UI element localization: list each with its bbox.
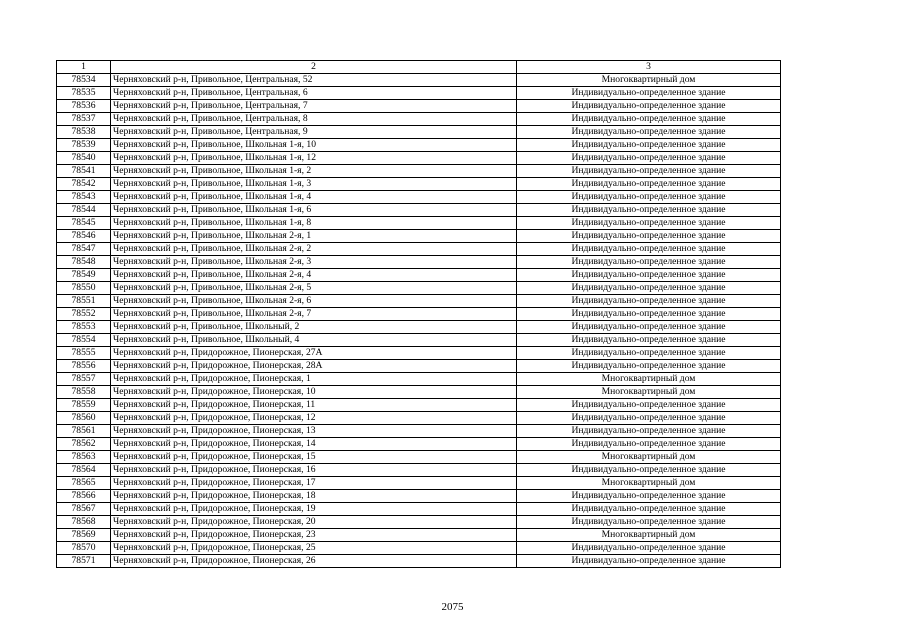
record-number-cell: 78545 [57,217,111,230]
address-cell: Черняховский р-н, Придорожное, Пионерская, 28А [111,360,517,373]
building-type-cell: Индивидуально-определенное здание [517,191,781,204]
table-row [57,269,781,282]
address-cell: Черняховский р-н, Придорожное, Пионерская, 14 [111,438,517,451]
table-row [57,74,781,87]
table-row [57,490,781,503]
record-number-cell: 78548 [57,256,111,269]
record-number-cell: 78541 [57,165,111,178]
address-cell: Черняховский р-н, Придорожное, Пионерская, 23 [111,529,517,542]
building-type-cell: Индивидуально-определенное здание [517,542,781,555]
address-cell: Черняховский р-н, Привольное, Школьная 1-я, 8 [111,217,517,230]
building-type-cell: Индивидуально-определенное здание [517,178,781,191]
table-row [57,386,781,399]
record-number-cell: 78549 [57,269,111,282]
building-type-cell: Индивидуально-определенное здание [517,152,781,165]
address-cell: Черняховский р-н, Привольное, Школьный, 2 [111,321,517,334]
record-number-cell: 78544 [57,204,111,217]
building-type-cell: Индивидуально-определенное здание [517,113,781,126]
table-row [57,282,781,295]
record-number-cell: 78551 [57,295,111,308]
record-number-cell: 78567 [57,503,111,516]
building-type-cell: Индивидуально-определенное здание [517,503,781,516]
table-row [57,100,781,113]
record-number-cell: 78570 [57,542,111,555]
table-row [57,308,781,321]
table-row [57,464,781,477]
record-number-cell: 78558 [57,386,111,399]
table-row [57,165,781,178]
record-number-cell: 78553 [57,321,111,334]
address-cell: Черняховский р-н, Придорожное, Пионерская, 16 [111,464,517,477]
building-type-cell: Индивидуально-определенное здание [517,464,781,477]
record-number-cell: 78568 [57,516,111,529]
table-row [57,425,781,438]
table-row [57,87,781,100]
record-number-cell: 78552 [57,308,111,321]
record-number-cell: 78546 [57,230,111,243]
building-type-cell: Многоквартирный дом [517,477,781,490]
column-number-row [57,61,781,74]
address-cell: Черняховский р-н, Привольное, Школьная 1-я, 10 [111,139,517,152]
record-number-cell: 78556 [57,360,111,373]
record-number-cell: 78537 [57,113,111,126]
building-type-cell: Индивидуально-определенное здание [517,295,781,308]
building-type-cell: Многоквартирный дом [517,451,781,464]
address-cell: Черняховский р-н, Привольное, Школьная 2-я, 4 [111,269,517,282]
building-type-cell: Индивидуально-определенное здание [517,321,781,334]
address-cell: Черняховский р-н, Привольное, Школьная 2-я, 1 [111,230,517,243]
table-row [57,217,781,230]
table-row [57,529,781,542]
table-row [57,477,781,490]
record-number-cell: 78562 [57,438,111,451]
record-number-cell: 78563 [57,451,111,464]
record-number-cell: 78535 [57,87,111,100]
building-type-cell: Индивидуально-определенное здание [517,243,781,256]
table-row [57,178,781,191]
column-header-3: 3 [517,61,781,74]
record-number-cell: 78561 [57,425,111,438]
address-cell: Черняховский р-н, Привольное, Центральная, 9 [111,126,517,139]
table-row [57,191,781,204]
building-type-cell: Многоквартирный дом [517,529,781,542]
table-row [57,334,781,347]
table-row [57,503,781,516]
table-row [57,516,781,529]
building-type-cell: Индивидуально-определенное здание [517,412,781,425]
building-type-cell: Индивидуально-определенное здание [517,347,781,360]
address-cell: Черняховский р-н, Привольное, Школьная 1-я, 2 [111,165,517,178]
column-header-2: 2 [111,61,517,74]
building-type-cell: Индивидуально-определенное здание [517,516,781,529]
building-type-cell: Индивидуально-определенное здание [517,204,781,217]
building-type-cell: Индивидуально-определенное здание [517,165,781,178]
address-cell: Черняховский р-н, Привольное, Школьная 2-я, 2 [111,243,517,256]
building-type-cell: Индивидуально-определенное здание [517,425,781,438]
address-cell: Черняховский р-н, Придорожное, Пионерская, 25 [111,542,517,555]
address-cell: Черняховский р-н, Привольное, Школьная 2-я, 6 [111,295,517,308]
building-type-cell: Индивидуально-определенное здание [517,334,781,347]
address-cell: Черняховский р-н, Привольное, Школьная 1-я, 4 [111,191,517,204]
column-header-1: 1 [57,61,111,74]
building-type-cell: Индивидуально-определенное здание [517,256,781,269]
building-type-cell: Индивидуально-определенное здание [517,308,781,321]
address-cell: Черняховский р-н, Придорожное, Пионерская, 13 [111,425,517,438]
table-row [57,152,781,165]
address-cell: Черняховский р-н, Придорожное, Пионерская, 18 [111,490,517,503]
building-type-cell: Индивидуально-определенное здание [517,230,781,243]
table-row [57,451,781,464]
address-cell: Черняховский р-н, Придорожное, Пионерская, 19 [111,503,517,516]
record-number-cell: 78569 [57,529,111,542]
record-number-cell: 78547 [57,243,111,256]
building-type-cell: Индивидуально-определенное здание [517,490,781,503]
table-row [57,295,781,308]
registry-table-body [57,61,781,568]
address-cell: Черняховский р-н, Привольное, Школьная 2-я, 7 [111,308,517,321]
building-type-cell: Индивидуально-определенное здание [517,217,781,230]
building-type-cell: Индивидуально-определенное здание [517,139,781,152]
record-number-cell: 78534 [57,74,111,87]
address-cell: Черняховский р-н, Придорожное, Пионерская, 15 [111,451,517,464]
record-number-cell: 78559 [57,399,111,412]
table-row [57,373,781,386]
building-type-cell: Индивидуально-определенное здание [517,126,781,139]
building-type-cell: Многоквартирный дом [517,74,781,87]
record-number-cell: 78557 [57,373,111,386]
address-cell: Черняховский р-н, Придорожное, Пионерская, 1 [111,373,517,386]
address-cell: Черняховский р-н, Придорожное, Пионерская, 26 [111,555,517,568]
address-cell: Черняховский р-н, Привольное, Школьная 1-я, 3 [111,178,517,191]
building-type-cell: Многоквартирный дом [517,373,781,386]
address-cell: Черняховский р-н, Придорожное, Пионерская, 17 [111,477,517,490]
table-row [57,113,781,126]
table-row [57,438,781,451]
address-cell: Черняховский р-н, Придорожное, Пионерская, 11 [111,399,517,412]
table-row [57,230,781,243]
address-cell: Черняховский р-н, Придорожное, Пионерская, 27А [111,347,517,360]
building-type-cell: Индивидуально-определенное здание [517,87,781,100]
record-number-cell: 78536 [57,100,111,113]
record-number-cell: 78543 [57,191,111,204]
table-row [57,555,781,568]
address-cell: Черняховский р-н, Привольное, Центральная, 7 [111,100,517,113]
record-number-cell: 78565 [57,477,111,490]
record-number-cell: 78550 [57,282,111,295]
table-row [57,204,781,217]
table-row [57,412,781,425]
address-cell: Черняховский р-н, Привольное, Школьный, 4 [111,334,517,347]
record-number-cell: 78542 [57,178,111,191]
table-row [57,139,781,152]
building-type-cell: Индивидуально-определенное здание [517,399,781,412]
record-number-cell: 78540 [57,152,111,165]
record-number-cell: 78571 [57,555,111,568]
building-type-cell: Индивидуально-определенное здание [517,555,781,568]
table-row [57,321,781,334]
record-number-cell: 78566 [57,490,111,503]
address-cell: Черняховский р-н, Привольное, Школьная 2-я, 3 [111,256,517,269]
building-type-cell: Индивидуально-определенное здание [517,438,781,451]
building-type-cell: Индивидуально-определенное здание [517,360,781,373]
address-cell: Черняховский р-н, Привольное, Центральная, 6 [111,87,517,100]
building-type-cell: Индивидуально-определенное здание [517,282,781,295]
page-number: 2075 [441,601,464,613]
table-row [57,360,781,373]
record-number-cell: 78564 [57,464,111,477]
address-cell: Черняховский р-н, Привольное, Школьная 2-я, 5 [111,282,517,295]
building-type-cell: Индивидуально-определенное здание [517,100,781,113]
table-row [57,542,781,555]
record-number-cell: 78539 [57,139,111,152]
table-row [57,399,781,412]
address-cell: Черняховский р-н, Привольное, Школьная 1-я, 12 [111,152,517,165]
address-cell: Черняховский р-н, Привольное, Центральная, 8 [111,113,517,126]
building-type-cell: Многоквартирный дом [517,386,781,399]
table-row [57,126,781,139]
table-row [57,347,781,360]
address-cell: Черняховский р-н, Привольное, Центральная, 52 [111,74,517,87]
registry-table [56,60,781,568]
table-row [57,256,781,269]
table-row [57,243,781,256]
record-number-cell: 78555 [57,347,111,360]
record-number-cell: 78554 [57,334,111,347]
address-cell: Черняховский р-н, Придорожное, Пионерская, 12 [111,412,517,425]
building-type-cell: Индивидуально-определенное здание [517,269,781,282]
address-cell: Черняховский р-н, Придорожное, Пионерская, 10 [111,386,517,399]
record-number-cell: 78538 [57,126,111,139]
address-cell: Черняховский р-н, Придорожное, Пионерская, 20 [111,516,517,529]
address-cell: Черняховский р-н, Привольное, Школьная 1-я, 6 [111,204,517,217]
record-number-cell: 78560 [57,412,111,425]
